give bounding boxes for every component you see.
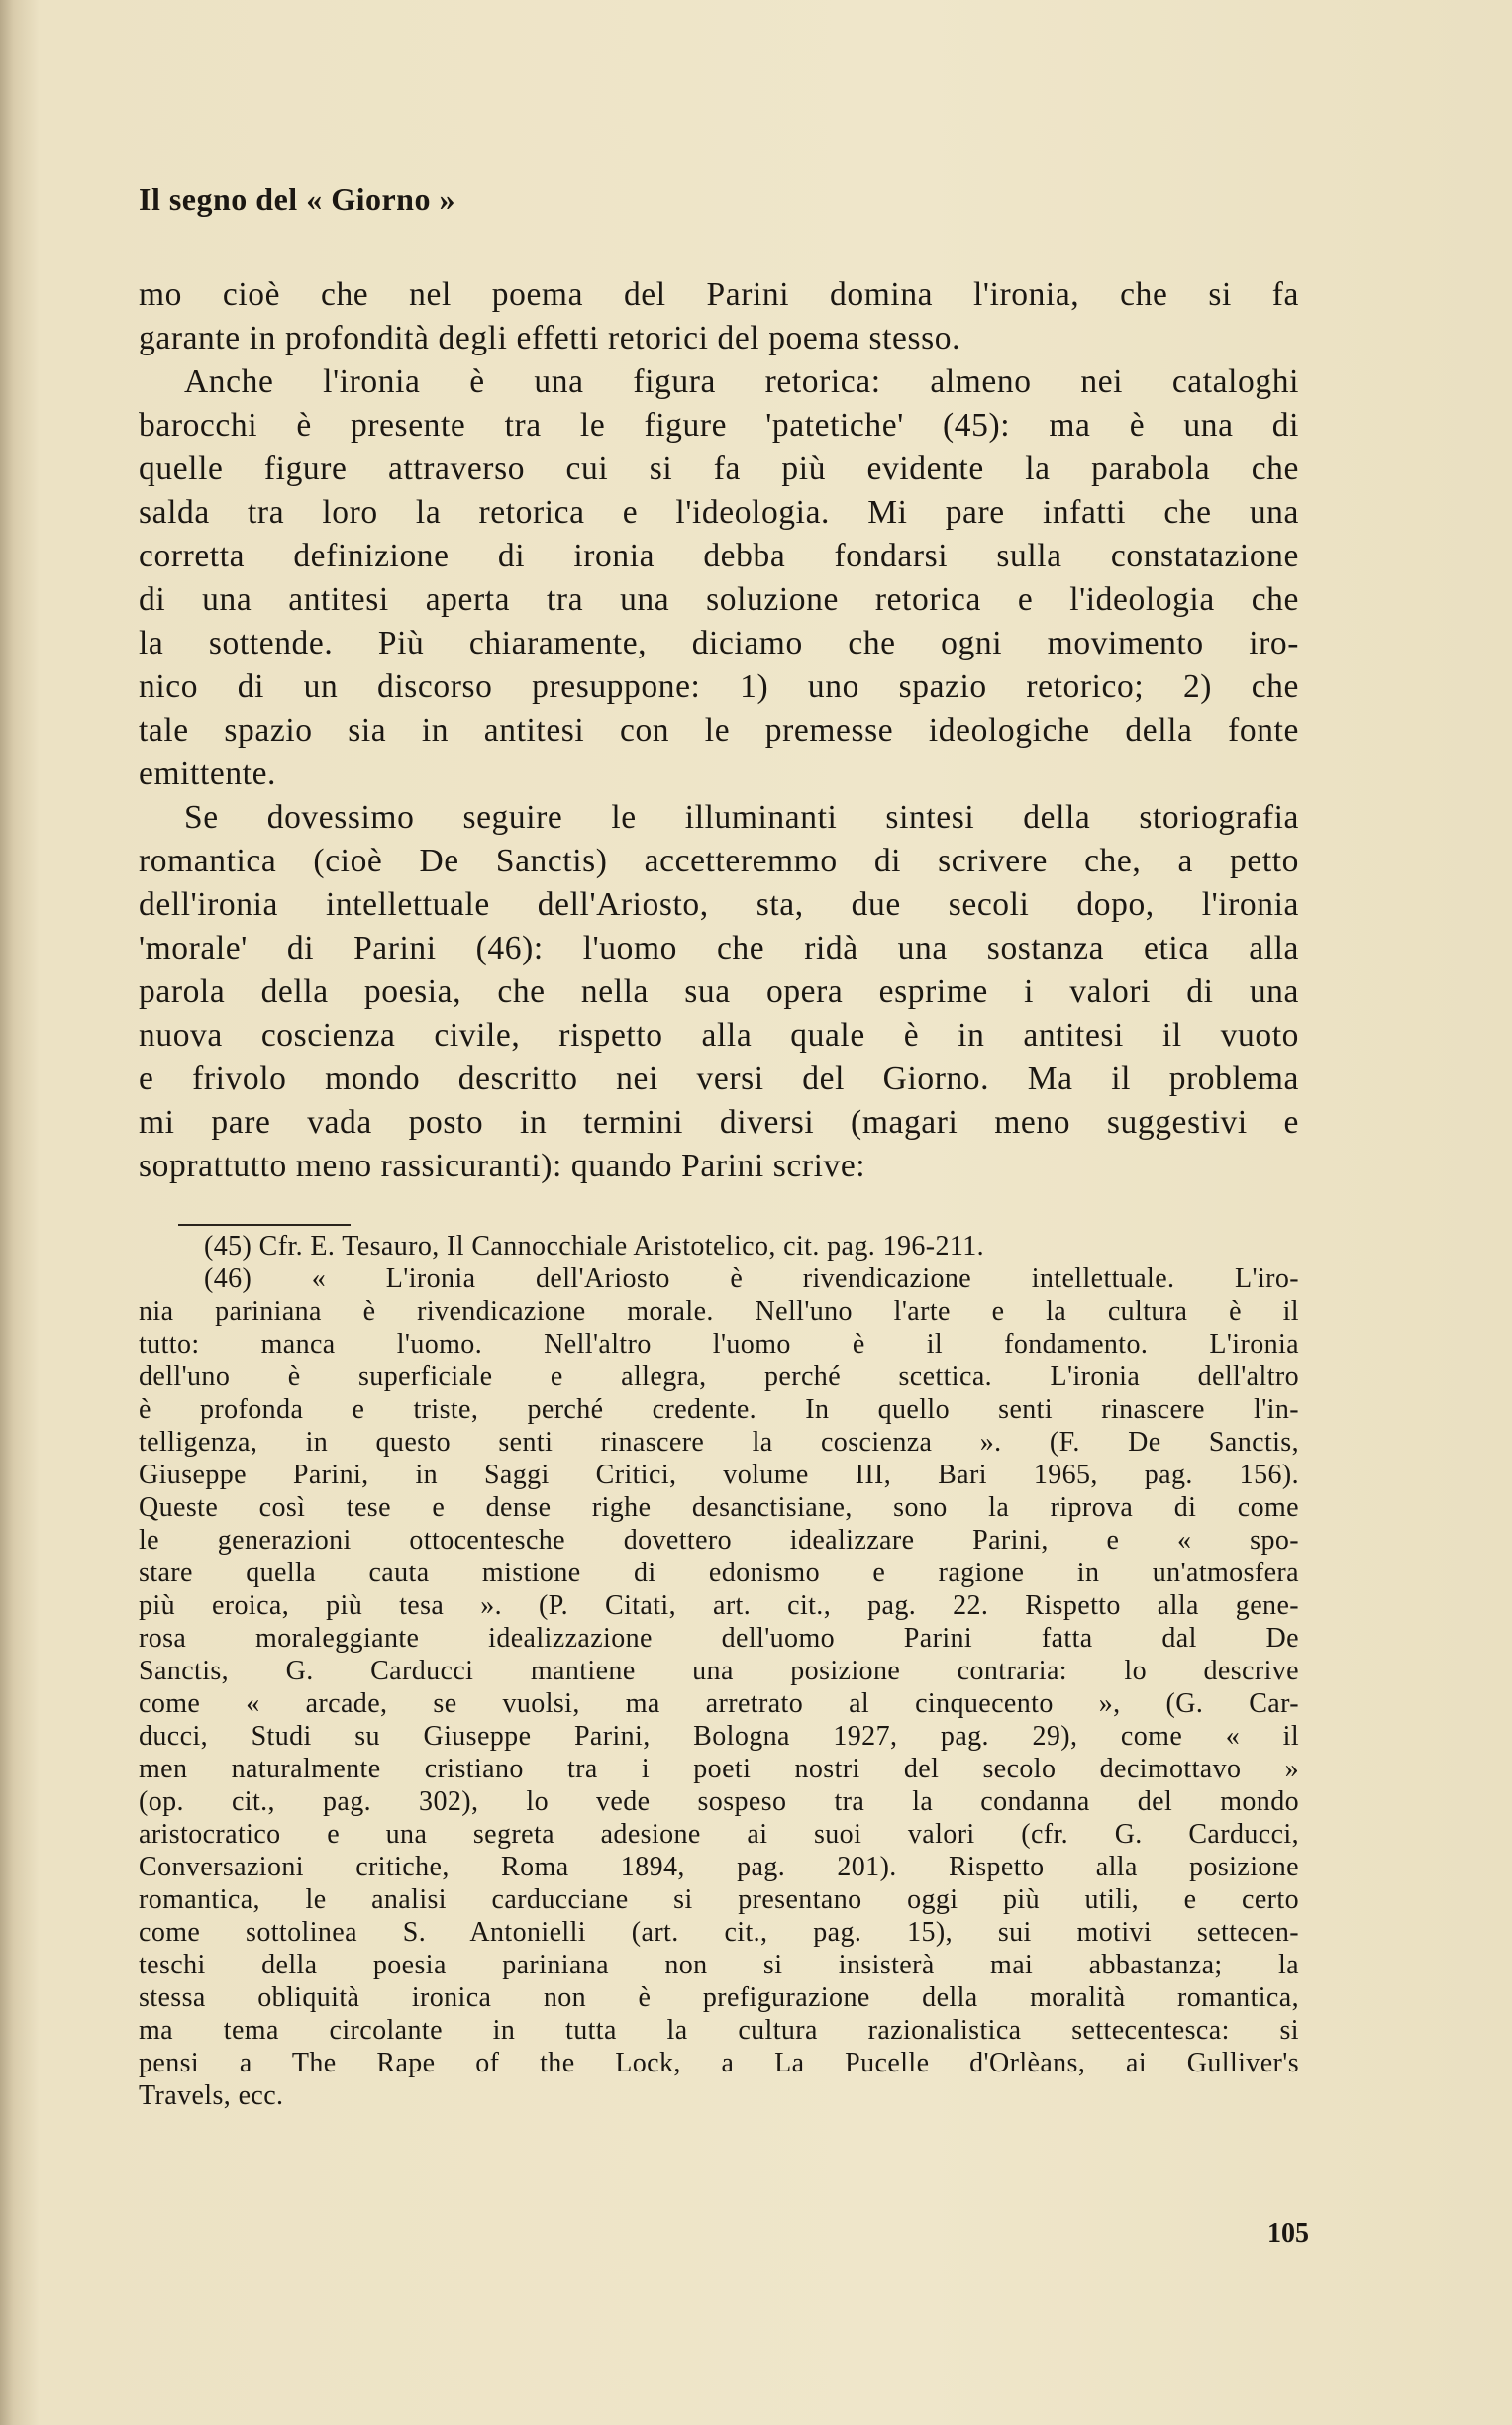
body-line: corretta definizione di ironia debba fondarsi sulla constatazione [139,538,1299,574]
footnote-line: Conversazioni critiche, Roma 1894, pag. 201). Rispetto alla posizione [139,1852,1299,1882]
body-line: dell'ironia intellettuale dell'Ariosto, sta, due secoli dopo, l'ironia [139,886,1299,923]
footnote-line: aristocratico e una segreta adesione ai suoi valori (cfr. G. Carducci, [139,1819,1299,1850]
footnote-line: pensi a The Rape of the Lock, a La Pucelle d'Orlèans, ai Gulliver's [139,2048,1299,2078]
footnote-line: Queste così tese e dense righe desanctisiane, sono la riprova di come [139,1492,1299,1523]
footnote-line: telligenza, in questo senti rinascere la coscienza ». (F. De Sanctis, [139,1427,1299,1458]
footnote-line: è profonda e triste, perché credente. In quello senti rinascere l'in- [139,1394,1299,1425]
body-line: tale spazio sia in antitesi con le premesse ideologiche della fonte [139,712,1299,749]
body-line: parola della poesia, che nella sua opera esprime i valori di una [139,973,1299,1010]
footnote-line: rosa moraleggiante idealizzazione dell'uomo Parini fatta dal De [139,1623,1299,1654]
footnote-line: teschi della poesia pariniana non si insisterà mai abbastanza; la [139,1950,1299,1980]
footnote-line: (45) Cfr. E. Tesauro, Il Cannocchiale Aristotelico, cit. pag. 196-211. [204,1231,985,1262]
footnote-line: stessa obliquità ironica non è prefigurazione della moralità romantica, [139,1982,1299,2013]
body-line: 'morale' di Parini (46): l'uomo che ridà una sostanza etica alla [139,930,1299,966]
running-head: Il segno del « Giorno » [139,181,455,217]
body-line: mo cioè che nel poema del Parini domina l'ironia, che si fa [139,276,1299,313]
footnote-line: più eroica, più tesa ». (P. Citati, art. cit., pag. 22. Rispetto alla gene- [139,1590,1299,1621]
footnote-line: dell'uno è superficiale e allegra, perché scettica. L'ironia dell'altro [139,1362,1299,1392]
footnote-line: (op. cit., pag. 302), lo vede sospeso tra la condanna del mondo [139,1786,1299,1817]
body-line: quelle figure attraverso cui si fa più evidente la parabola che [139,451,1299,487]
body-line: Anche l'ironia è una figura retorica: almeno nei cataloghi [184,363,1299,400]
body-text [139,273,1299,1188]
footnote-line: Travels, ecc. [139,2080,284,2111]
footnote-line: stare quella cauta mistione di edonismo e ragione in un'atmosfera [139,1558,1299,1588]
footnote-line: ducci, Studi su Giuseppe Parini, Bologna 1927, pag. 29), come « il [139,1721,1299,1752]
footnote-line: ma tema circolante in tutta la cultura razionalistica settecentesca: si [139,2015,1299,2046]
body-line: barocchi è presente tra le figure 'patetiche' (45): ma è una di [139,407,1299,444]
body-line: garante in profondità degli effetti retorici del poema stesso. [139,320,961,356]
body-line: romantica (cioè De Sanctis) accetteremmo di scrivere che, a petto [139,843,1299,879]
page-number: 105 [1267,2218,1309,2249]
body-line: mi pare vada posto in termini diversi (magari meno suggestivi e [139,1104,1299,1141]
footnote-line: Sanctis, G. Carducci mantiene una posizione contraria: lo descrive [139,1656,1299,1686]
footnote-line: tutto: manca l'uomo. Nell'altro l'uomo è il fondamento. L'ironia [139,1329,1299,1360]
footnote-line: romantica, le analisi carducciane si presentano oggi più utili, e certo [139,1884,1299,1915]
body-line: e frivolo mondo descritto nei versi del Giorno. Ma il problema [139,1061,1299,1097]
body-line: nuova coscienza civile, rispetto alla quale è in antitesi il vuoto [139,1017,1299,1054]
body-line: di una antitesi aperta tra una soluzione retorica e l'ideologia che [139,581,1299,618]
body-line: Se dovessimo seguire le illuminanti sintesi della storiografia [184,799,1299,836]
footnote-line: (46) « L'ironia dell'Ariosto è rivendicazione intellettuale. L'iro- [204,1263,1299,1294]
body-line: emittente. [139,756,277,792]
footnotes [139,1230,1299,2112]
body-line: la sottende. Più chiaramente, diciamo che ogni movimento iro- [139,625,1299,661]
footnote-line: Giuseppe Parini, in Saggi Critici, volume III, Bari 1965, pag. 156). [139,1460,1299,1490]
body-line: soprattutto meno rassicuranti): quando Parini scrive: [139,1148,866,1184]
footnote-line: men naturalmente cristiano tra i poeti nostri del secolo decimottavo » [139,1754,1299,1784]
footnote-line: nia pariniana è rivendicazione morale. Nell'uno l'arte e la cultura è il [139,1296,1299,1327]
body-line: nico di un discorso presuppone: 1) uno spazio retorico; 2) che [139,668,1299,705]
footnote-line: le generazioni ottocentesche dovettero idealizzare Parini, e « spo- [139,1525,1299,1556]
footnote-separator [178,1224,351,1226]
footnote-line: come sottolinea S. Antonielli (art. cit., pag. 15), sui motivi settecen- [139,1917,1299,1948]
body-line: salda tra loro la retorica e l'ideologia. Mi pare infatti che una [139,494,1299,531]
footnote-line: come « arcade, se vuolsi, ma arretrato al cinquecento », (G. Car- [139,1688,1299,1719]
